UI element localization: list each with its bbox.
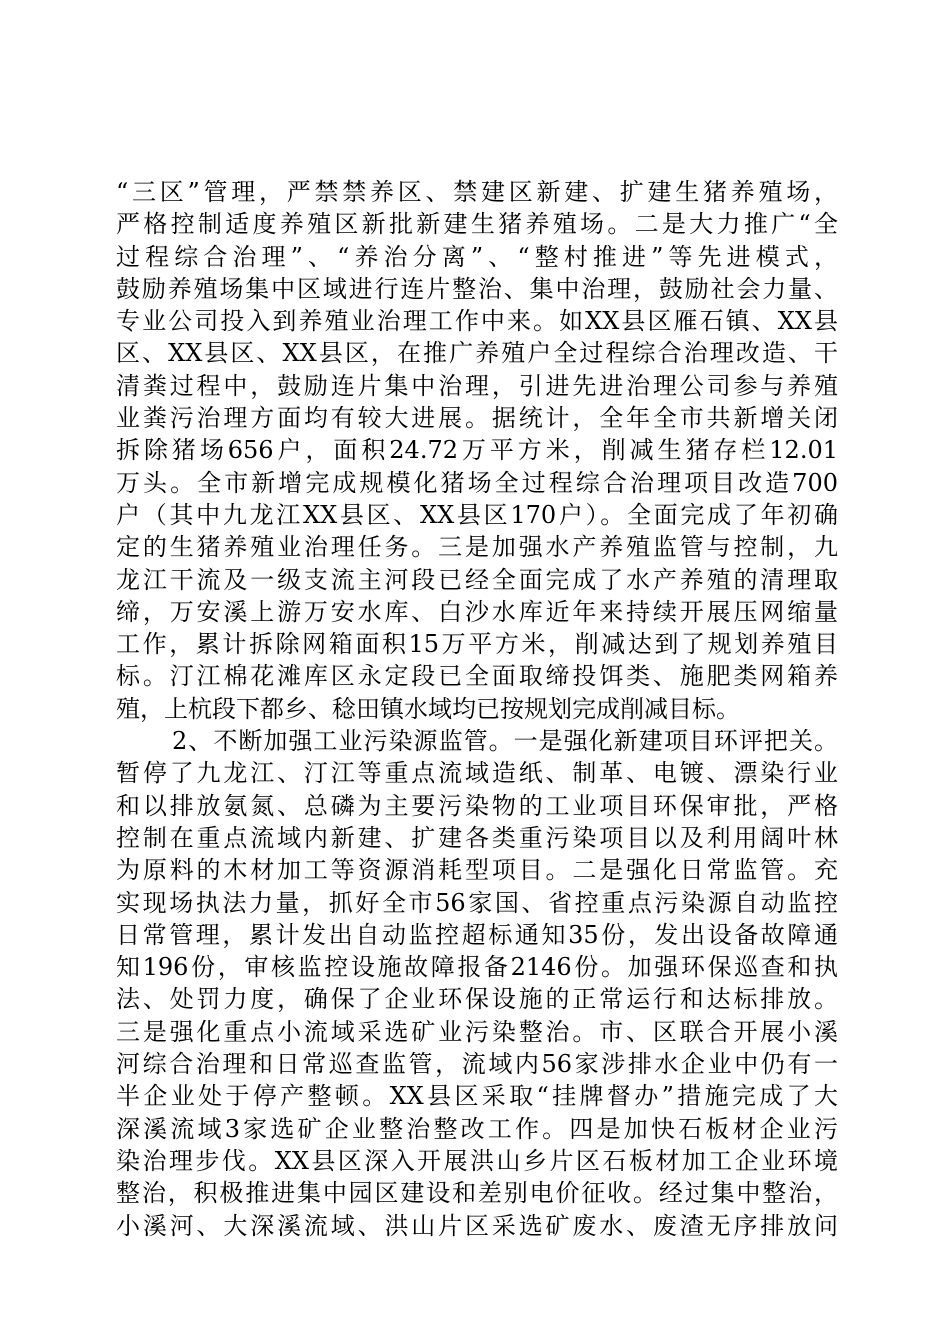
text-line: 日常管理，累计发出自动监控超标通知35份，发出设备故障通 bbox=[116, 920, 838, 949]
text-line: 整治，积极推进集中园区建设和差别电价征收。经过集中整治， bbox=[116, 1179, 838, 1208]
text-line: 河综合治理和日常巡查监管，流域内56家涉排水企业中仍有一 bbox=[116, 1050, 838, 1079]
text-line: 区、XX县区、XX县区，在推广养殖户全过程综合治理改造、干 bbox=[116, 339, 838, 368]
text-line: 半企业处于停产整顿。XX县区采取“挂牌督办”措施完成了大 bbox=[116, 1082, 838, 1111]
text-line: 深溪流域3家选矿企业整治整改工作。四是加快石板材企业污 bbox=[116, 1114, 838, 1143]
text-line: 万头。全市新增完成规模化猪场全过程综合治理项目改造700 bbox=[116, 468, 838, 497]
text-line: “三区”管理，严禁禁养区、禁建区新建、扩建生猪养殖场， bbox=[116, 178, 838, 206]
text-line: 控制在重点流域内新建、扩建各类重污染项目以及利用阔叶林 bbox=[116, 823, 838, 852]
text-line: 缔，万安溪上游万安水库、白沙水库近年来持续开展压网缩量 bbox=[116, 597, 838, 626]
text-line: 法、处罚力度，确保了企业环保设施的正常运行和达标排放。 bbox=[116, 985, 838, 1014]
text-line: 定的生猪养殖业治理任务。三是加强水产养殖监管与控制，九 bbox=[116, 533, 838, 562]
text-line: 拆除猪场656户，面积24.72万平方米，削减生猪存栏12.01 bbox=[116, 436, 838, 465]
text-line: 龙江干流及一级支流主河段已经全面完成了水产养殖的清理取 bbox=[116, 565, 838, 594]
text-line: 染治理步伐。XX县区深入开展洪山乡片区石板材加工企业环境 bbox=[116, 1146, 838, 1175]
text-line: 暂停了九龙江、汀江等重点流域造纸、制革、电镀、漂染行业 bbox=[116, 759, 838, 788]
text-line: 小溪河、大深溪流域、洪山片区采选矿废水、废渣无序排放问 bbox=[116, 1211, 838, 1240]
text-line: 严格控制适度养殖区新批新建生猪养殖场。二是大力推广“全 bbox=[116, 210, 838, 239]
text-line: 为原料的木材加工等资源消耗型项目。二是强化日常监管。充 bbox=[116, 856, 838, 885]
text-line: 业粪污治理方面均有较大进展。据统计，全年全市共新增关闭 bbox=[116, 404, 838, 433]
text-line: 户（其中九龙江XX县区、XX县区170户）。全面完成了年初确 bbox=[116, 500, 838, 529]
text-line: 殖，上杭段下都乡、稔田镇水域均已按规划完成削减目标。 bbox=[116, 694, 740, 723]
text-line: 鼓励养殖场集中区域进行连片整治、集中治理，鼓励社会力量、 bbox=[116, 274, 838, 303]
text-line: 和以排放氨氮、总磷为主要污染物的工业项目环保审批，严格 bbox=[116, 791, 838, 820]
document-body bbox=[116, 176, 838, 1242]
text-line: 工作，累计拆除网箱面积15万平方米，削减达到了规划养殖目 bbox=[116, 630, 838, 659]
text-line: 清粪过程中，鼓励连片集中治理，引进先进治理公司参与养殖 bbox=[116, 371, 838, 400]
text-line: 知196份，审核监控设施故障报备2146份。加强环保巡查和执 bbox=[116, 953, 838, 982]
text-line: 专业公司投入到养殖业治理工作中来。如XX县区雁石镇、XX县 bbox=[116, 307, 838, 336]
text-line: 标。汀江棉花滩库区永定段已全面取缔投饵类、施肥类网箱养 bbox=[116, 662, 838, 691]
text-line: 过程综合治理”、“养治分离”、“整村推进”等先进模式， bbox=[116, 242, 838, 271]
text-line: 2、不断加强工业污染源监管。一是强化新建项目环评把关。 bbox=[172, 727, 838, 756]
text-line: 实现场执法力量，抓好全市56家国、省控重点污染源自动监控 bbox=[116, 888, 838, 917]
text-line: 三是强化重点小流域采选矿业污染整治。市、区联合开展小溪 bbox=[116, 1017, 838, 1046]
